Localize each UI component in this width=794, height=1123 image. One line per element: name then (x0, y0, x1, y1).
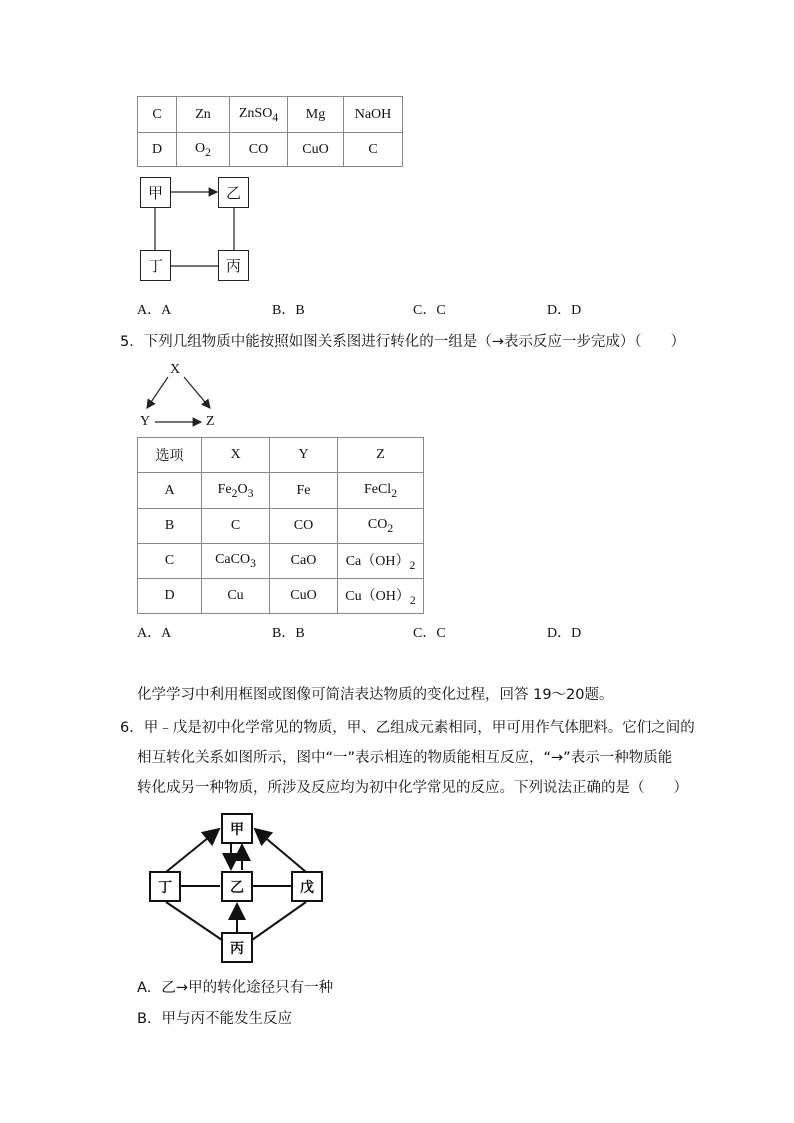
box-bing: 丙 (221, 932, 253, 963)
question-6-line-2: 相互转化关系如图所示，图中“一”表示相连的物质能相互反应，“→”表示一种物质能 (137, 750, 673, 766)
table-cell: Mg (288, 97, 344, 133)
option-b[interactable]: B．B (272, 626, 305, 641)
option-d[interactable]: D．D (547, 626, 582, 641)
table-cell (338, 509, 424, 544)
table-row (138, 579, 424, 614)
box-jia: 甲 (221, 813, 253, 844)
option-a[interactable]: A．乙→甲的转化途径只有一种 (137, 980, 334, 996)
table-cell: A (138, 473, 202, 509)
formula-text: O (195, 140, 206, 156)
table-cell: B (138, 509, 202, 544)
option-b[interactable]: B．B (272, 303, 305, 318)
option-c[interactable]: C．C (413, 626, 446, 641)
table-cell (338, 473, 424, 509)
header-cell: Z (338, 438, 424, 473)
question-6-line-3: 转化成另一种物质，所涉及反应均为初中化学常见的反应。下列说法正确的是（ ） (137, 780, 688, 796)
subscript: 3 (250, 556, 256, 570)
formula-text: CaCO (215, 552, 251, 568)
formula-text: CO (367, 517, 388, 533)
table-cell (202, 544, 270, 579)
subscript: 2 (231, 486, 238, 500)
question-6-line-1: 6．甲﹣戊是初中化学常见的物质，甲、乙组成元素相同，甲可用作气体肥料。它们之间的 (120, 720, 695, 736)
box-jia: 甲 (140, 177, 171, 208)
section-intro: 化学学习中利用框图或图像可简洁表达物质的变化过程，回答 19～20题。 (137, 687, 614, 703)
subscript: 2 (205, 145, 211, 159)
header-cell: X (202, 438, 270, 473)
subscript: 2 (409, 558, 416, 572)
table-cell: Zn (177, 97, 230, 133)
table-cell: NaOH (344, 97, 403, 133)
box-bing: 丙 (218, 250, 249, 281)
table-cell: D (138, 579, 202, 614)
table-cell: C (202, 509, 270, 544)
table-cell: CuO (270, 579, 338, 614)
box-ding: 丁 (149, 871, 181, 902)
option-c[interactable]: C．C (413, 303, 446, 318)
formula-text: Cu（OH） (345, 589, 410, 605)
header-cell: Y (270, 438, 338, 473)
table-q5-options (137, 437, 424, 614)
box-ding: 丁 (140, 250, 171, 281)
table-cell: C (138, 97, 177, 133)
table-row (138, 473, 424, 509)
table-cell: CO (230, 133, 288, 167)
question-5-stem: 5．下列几组物质中能按照如图关系图进行转化的一组是（→表示反应一步完成）（ ） (120, 334, 686, 350)
table-header-row (138, 438, 424, 473)
table-cell (338, 579, 424, 614)
table-cell (202, 473, 270, 509)
formula-text: O (237, 481, 248, 497)
table-cell: Fe (270, 473, 338, 509)
option-b[interactable]: B．甲与丙不能发生反应 (137, 1011, 292, 1027)
label-x: X (170, 362, 181, 377)
subscript: 3 (247, 486, 254, 500)
formula-text: Ca（OH） (345, 554, 410, 570)
subscript: 2 (387, 521, 394, 535)
table-cell: C (344, 133, 403, 167)
header-cell: 选项 (138, 438, 202, 473)
table-cell: CuO (288, 133, 344, 167)
table-cell: CO (270, 509, 338, 544)
label-z: Z (206, 414, 215, 429)
table-row (138, 544, 424, 579)
table-cell: C (138, 544, 202, 579)
formula-text: ZnSO (238, 105, 273, 121)
formula-text: FeCl (363, 481, 392, 497)
option-a[interactable]: A．A (137, 303, 172, 318)
box-yi: 乙 (218, 177, 249, 208)
table-row (138, 509, 424, 544)
table-cell (338, 544, 424, 579)
table-cell: D (138, 133, 177, 167)
option-a[interactable]: A．A (137, 626, 172, 641)
subscript: 2 (391, 486, 398, 500)
option-d[interactable]: D．D (547, 303, 582, 318)
box-yi: 乙 (221, 871, 253, 902)
formula-text: Fe (217, 481, 232, 497)
box-wu: 戊 (291, 871, 323, 902)
subscript: 4 (272, 110, 279, 124)
subscript: 2 (409, 593, 416, 607)
label-y: Y (140, 414, 151, 429)
table-cell: Cu (202, 579, 270, 614)
table-cell: CaO (270, 544, 338, 579)
